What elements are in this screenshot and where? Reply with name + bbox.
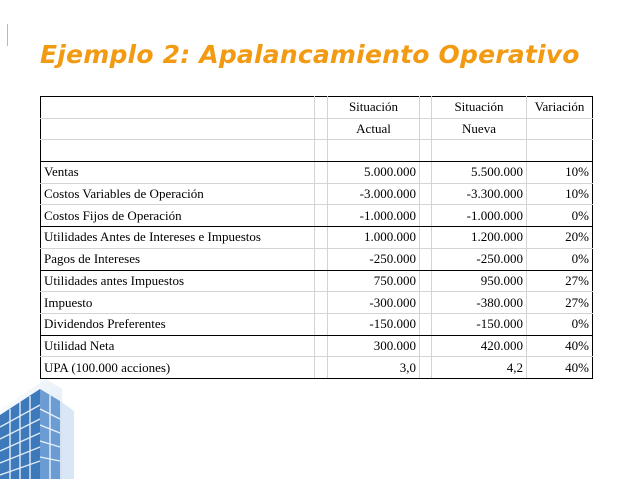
row-label: UPA (100.000 acciones) xyxy=(41,357,315,379)
spacer-cell xyxy=(315,292,328,314)
value-nueva: 420.000 xyxy=(432,335,527,357)
row-label: Utilidades antes Impuestos xyxy=(41,270,315,292)
spacer-cell xyxy=(315,270,328,292)
header-actual: Situación xyxy=(328,97,420,119)
spacer-cell xyxy=(420,270,432,292)
spacer-cell xyxy=(420,183,432,205)
value-actual: -300.000 xyxy=(328,292,420,314)
left-accent-line xyxy=(7,24,8,46)
table-row xyxy=(41,227,593,249)
value-variacion: 0% xyxy=(527,205,593,227)
row-label: Pagos de Intereses xyxy=(41,248,315,270)
value-nueva: 4,2 xyxy=(432,357,527,379)
value-actual: 3,0 xyxy=(328,357,420,379)
value-actual: 1.000.000 xyxy=(328,227,420,249)
spacer-cell xyxy=(420,97,432,119)
value-variacion: 27% xyxy=(527,270,593,292)
blank-cell xyxy=(420,140,432,162)
value-actual: 300.000 xyxy=(328,335,420,357)
spacer-cell xyxy=(315,335,328,357)
blank-cell xyxy=(315,140,328,162)
table-row xyxy=(41,335,593,357)
row-label: Utilidad Neta xyxy=(41,335,315,357)
header-row-2 xyxy=(41,118,593,140)
header-variacion-2 xyxy=(527,118,593,140)
table-row xyxy=(41,205,593,227)
value-variacion: 40% xyxy=(527,357,593,379)
header-row-1 xyxy=(41,97,593,119)
value-nueva: 5.500.000 xyxy=(432,162,527,184)
blank-cell xyxy=(41,140,315,162)
row-label: Dividendos Preferentes xyxy=(41,313,315,335)
value-actual: -1.000.000 xyxy=(328,205,420,227)
spacer-cell xyxy=(315,313,328,335)
value-nueva: -150.000 xyxy=(432,313,527,335)
table-row xyxy=(41,270,593,292)
header-blank xyxy=(41,118,315,140)
value-variacion: 10% xyxy=(527,162,593,184)
spacer-cell xyxy=(315,118,328,140)
slide-title: Ejemplo 2: Apalancamiento Operativo xyxy=(40,40,580,69)
spacer-cell xyxy=(420,118,432,140)
value-nueva: 1.200.000 xyxy=(432,227,527,249)
spacer-cell xyxy=(315,357,328,379)
blank-row xyxy=(41,140,593,162)
row-label: Costos Fijos de Operación xyxy=(41,205,315,227)
value-nueva: -1.000.000 xyxy=(432,205,527,227)
value-variacion: 20% xyxy=(527,227,593,249)
value-actual: -250.000 xyxy=(328,248,420,270)
spacer-cell xyxy=(420,335,432,357)
spacer-cell xyxy=(420,205,432,227)
spacer-cell xyxy=(420,162,432,184)
table-row xyxy=(41,248,593,270)
value-variacion: 40% xyxy=(527,335,593,357)
value-variacion: 27% xyxy=(527,292,593,314)
row-label: Costos Variables de Operación xyxy=(41,183,315,205)
value-actual: 750.000 xyxy=(328,270,420,292)
building-graphic xyxy=(0,375,90,479)
value-actual: 5.000.000 xyxy=(328,162,420,184)
value-nueva: 950.000 xyxy=(432,270,527,292)
spacer-cell xyxy=(420,248,432,270)
value-variacion: 0% xyxy=(527,248,593,270)
blank-cell xyxy=(328,140,420,162)
spacer-cell xyxy=(315,162,328,184)
value-variacion: 10% xyxy=(527,183,593,205)
row-label: Utilidades Antes de Intereses e Impuestos xyxy=(41,227,315,249)
header-actual-2: Actual xyxy=(328,118,420,140)
value-actual: -3.000.000 xyxy=(328,183,420,205)
header-blank xyxy=(41,97,315,119)
table-row xyxy=(41,183,593,205)
spacer-cell xyxy=(420,292,432,314)
spacer-cell xyxy=(315,205,328,227)
value-nueva: -3.300.000 xyxy=(432,183,527,205)
spacer-cell xyxy=(420,313,432,335)
value-actual: -150.000 xyxy=(328,313,420,335)
spacer-cell xyxy=(420,227,432,249)
blank-cell xyxy=(432,140,527,162)
table-row xyxy=(41,313,593,335)
value-nueva: -380.000 xyxy=(432,292,527,314)
table-row xyxy=(41,357,593,379)
spacer-cell xyxy=(315,183,328,205)
spacer-cell xyxy=(420,357,432,379)
row-label: Impuesto xyxy=(41,292,315,314)
header-variacion: Variación xyxy=(527,97,593,119)
blank-cell xyxy=(527,140,593,162)
header-nueva: Situación xyxy=(432,97,527,119)
value-variacion: 0% xyxy=(527,313,593,335)
table-row xyxy=(41,292,593,314)
header-nueva-2: Nueva xyxy=(432,118,527,140)
table-row xyxy=(41,162,593,184)
spacer-cell xyxy=(315,227,328,249)
spacer-cell xyxy=(315,97,328,119)
operating-leverage-table xyxy=(40,96,593,379)
value-nueva: -250.000 xyxy=(432,248,527,270)
spacer-cell xyxy=(315,248,328,270)
row-label: Ventas xyxy=(41,162,315,184)
